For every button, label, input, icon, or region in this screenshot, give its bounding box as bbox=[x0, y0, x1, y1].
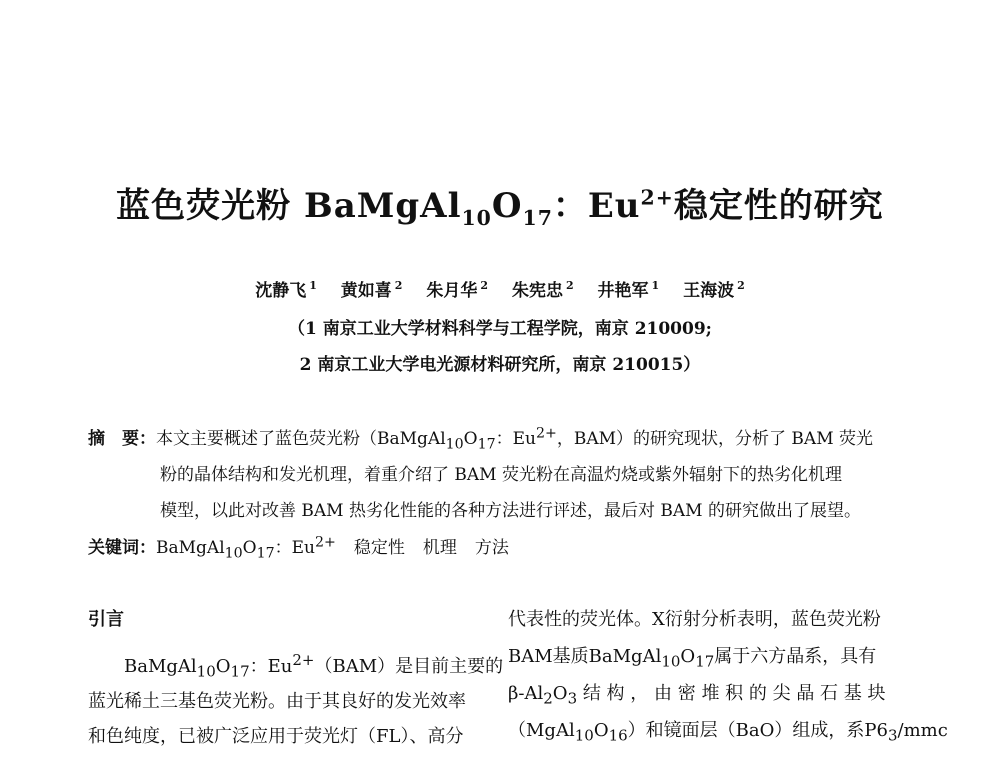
body-line: 蓝光稀土三基色荧光粉。由于其良好的发光效率 bbox=[88, 691, 466, 712]
author-affiliation-mark: 2 bbox=[394, 279, 403, 293]
abstract-text: ，BAM）的研究现状，分析了 BAM 荧光 bbox=[556, 429, 874, 449]
subscript: 3 bbox=[887, 726, 898, 745]
body-text: 结 构 ， 由 密 堆 积 的 尖 晶 石 基 块 bbox=[577, 683, 886, 704]
keyword-text: O bbox=[242, 538, 257, 558]
abstract-line-3: 模型，以此对改善 BAM 热劣化性能的各种方法进行评述，最后对 BAM 的研究做出了展望。 bbox=[160, 501, 861, 521]
body-text: 属于六方晶系，具有 bbox=[714, 646, 877, 667]
author-name: 王海波 bbox=[683, 281, 735, 301]
body-line bbox=[508, 716, 948, 745]
author-affiliation-mark: 2 bbox=[480, 279, 489, 293]
abstract-label: 摘 要： bbox=[88, 429, 156, 449]
section-heading: 引言 bbox=[88, 609, 124, 630]
author bbox=[683, 276, 745, 301]
abstract-text: ：Eu bbox=[495, 429, 536, 449]
title-subscript: 10 bbox=[461, 205, 492, 230]
keyword: 机理 bbox=[422, 538, 457, 558]
subscript: 10 bbox=[224, 545, 243, 562]
keyword: 稳定性 bbox=[353, 538, 405, 558]
author bbox=[512, 276, 574, 301]
subscript: 17 bbox=[256, 545, 275, 562]
author-affiliation-mark: 1 bbox=[309, 279, 317, 293]
body-text: /mmc bbox=[897, 720, 948, 741]
author bbox=[598, 276, 660, 301]
body-line bbox=[508, 642, 877, 671]
author-list bbox=[0, 276, 1000, 301]
keyword-text: BaMgAl bbox=[156, 538, 225, 558]
subscript: 17 bbox=[695, 652, 715, 671]
author bbox=[426, 276, 488, 301]
author bbox=[255, 276, 317, 301]
body-text: （MgAl bbox=[508, 720, 575, 741]
abstract-line-2: 粉的晶体结构和发光机理，着重介绍了 BAM 荧光粉在高温灼烧或紫外辐射下的热劣化机理 bbox=[160, 465, 842, 485]
superscript: 2+ bbox=[314, 534, 336, 551]
subscript: 2 bbox=[543, 689, 553, 708]
body-line: 和色纯度，已被广泛应用于荧光灯（FL）、高分 bbox=[88, 726, 464, 747]
superscript: 2+ bbox=[535, 425, 557, 442]
title-superscript: 2+ bbox=[640, 185, 674, 210]
body-text: （BAM）是目前主要的 bbox=[314, 656, 504, 677]
body-text: O bbox=[215, 656, 231, 677]
abstract-text: 本文主要概述了蓝色荧光粉（BaMgAl bbox=[156, 429, 446, 449]
body-text: O bbox=[680, 646, 696, 667]
author-affiliation-mark: 2 bbox=[737, 279, 745, 293]
author-name: 朱月华 bbox=[426, 281, 478, 301]
body-line: 代表性的荧光体。X衍射分析表明，蓝色荧光粉 bbox=[508, 609, 881, 630]
superscript: 2+ bbox=[292, 651, 315, 669]
subscript: 10 bbox=[445, 436, 464, 453]
title-text: O bbox=[491, 186, 523, 226]
body-text: ）和镜面层（BaO）组成，系P6 bbox=[627, 720, 888, 741]
affiliation-line: （1 南京工业大学材料科学与工程学院，南京 210009; bbox=[288, 319, 712, 339]
keyword-text: ：Eu bbox=[274, 538, 315, 558]
keywords-label: 关键词： bbox=[88, 538, 156, 558]
author-affiliation-mark: 2 bbox=[565, 279, 574, 293]
subscript: 10 bbox=[574, 726, 594, 745]
title-text: 稳定性的研究 bbox=[673, 186, 884, 226]
body-text: BaMgAl bbox=[124, 656, 197, 677]
affiliation-line: 2 南京工业大学电光源材料研究所，南京 210015） bbox=[299, 355, 701, 375]
author-name: 井艳军 bbox=[597, 281, 649, 301]
body-line bbox=[124, 651, 504, 681]
body-text: O bbox=[593, 720, 609, 741]
abstract-text: O bbox=[463, 429, 478, 449]
subscript: 10 bbox=[196, 662, 216, 681]
keyword bbox=[156, 534, 336, 562]
subscript: 17 bbox=[477, 436, 496, 453]
abstract-line-1 bbox=[88, 424, 874, 453]
author-name: 朱宪忠 bbox=[511, 281, 563, 301]
title-text: 蓝色荧光粉 BaMgAl bbox=[116, 186, 462, 226]
subscript: 17 bbox=[230, 662, 250, 681]
keywords bbox=[88, 533, 509, 562]
author-affiliation-mark: 1 bbox=[651, 279, 660, 293]
body-text: O bbox=[552, 683, 568, 704]
body-line bbox=[508, 679, 886, 708]
subscript: 10 bbox=[661, 652, 681, 671]
keyword: 方法 bbox=[474, 538, 509, 558]
paper-title bbox=[0, 178, 1000, 230]
title-text: ：Eu bbox=[552, 186, 641, 226]
body-text: β-Al bbox=[508, 683, 544, 704]
subscript: 16 bbox=[608, 726, 628, 745]
body-text: BAM基质BaMgAl bbox=[508, 646, 662, 667]
body-text: ：Eu bbox=[249, 656, 293, 677]
author-name: 黄如喜 bbox=[340, 281, 392, 301]
title-subscript: 17 bbox=[522, 205, 553, 230]
subscript: 3 bbox=[567, 689, 578, 708]
author-name: 沈静飞 bbox=[255, 281, 307, 301]
author bbox=[341, 276, 403, 301]
